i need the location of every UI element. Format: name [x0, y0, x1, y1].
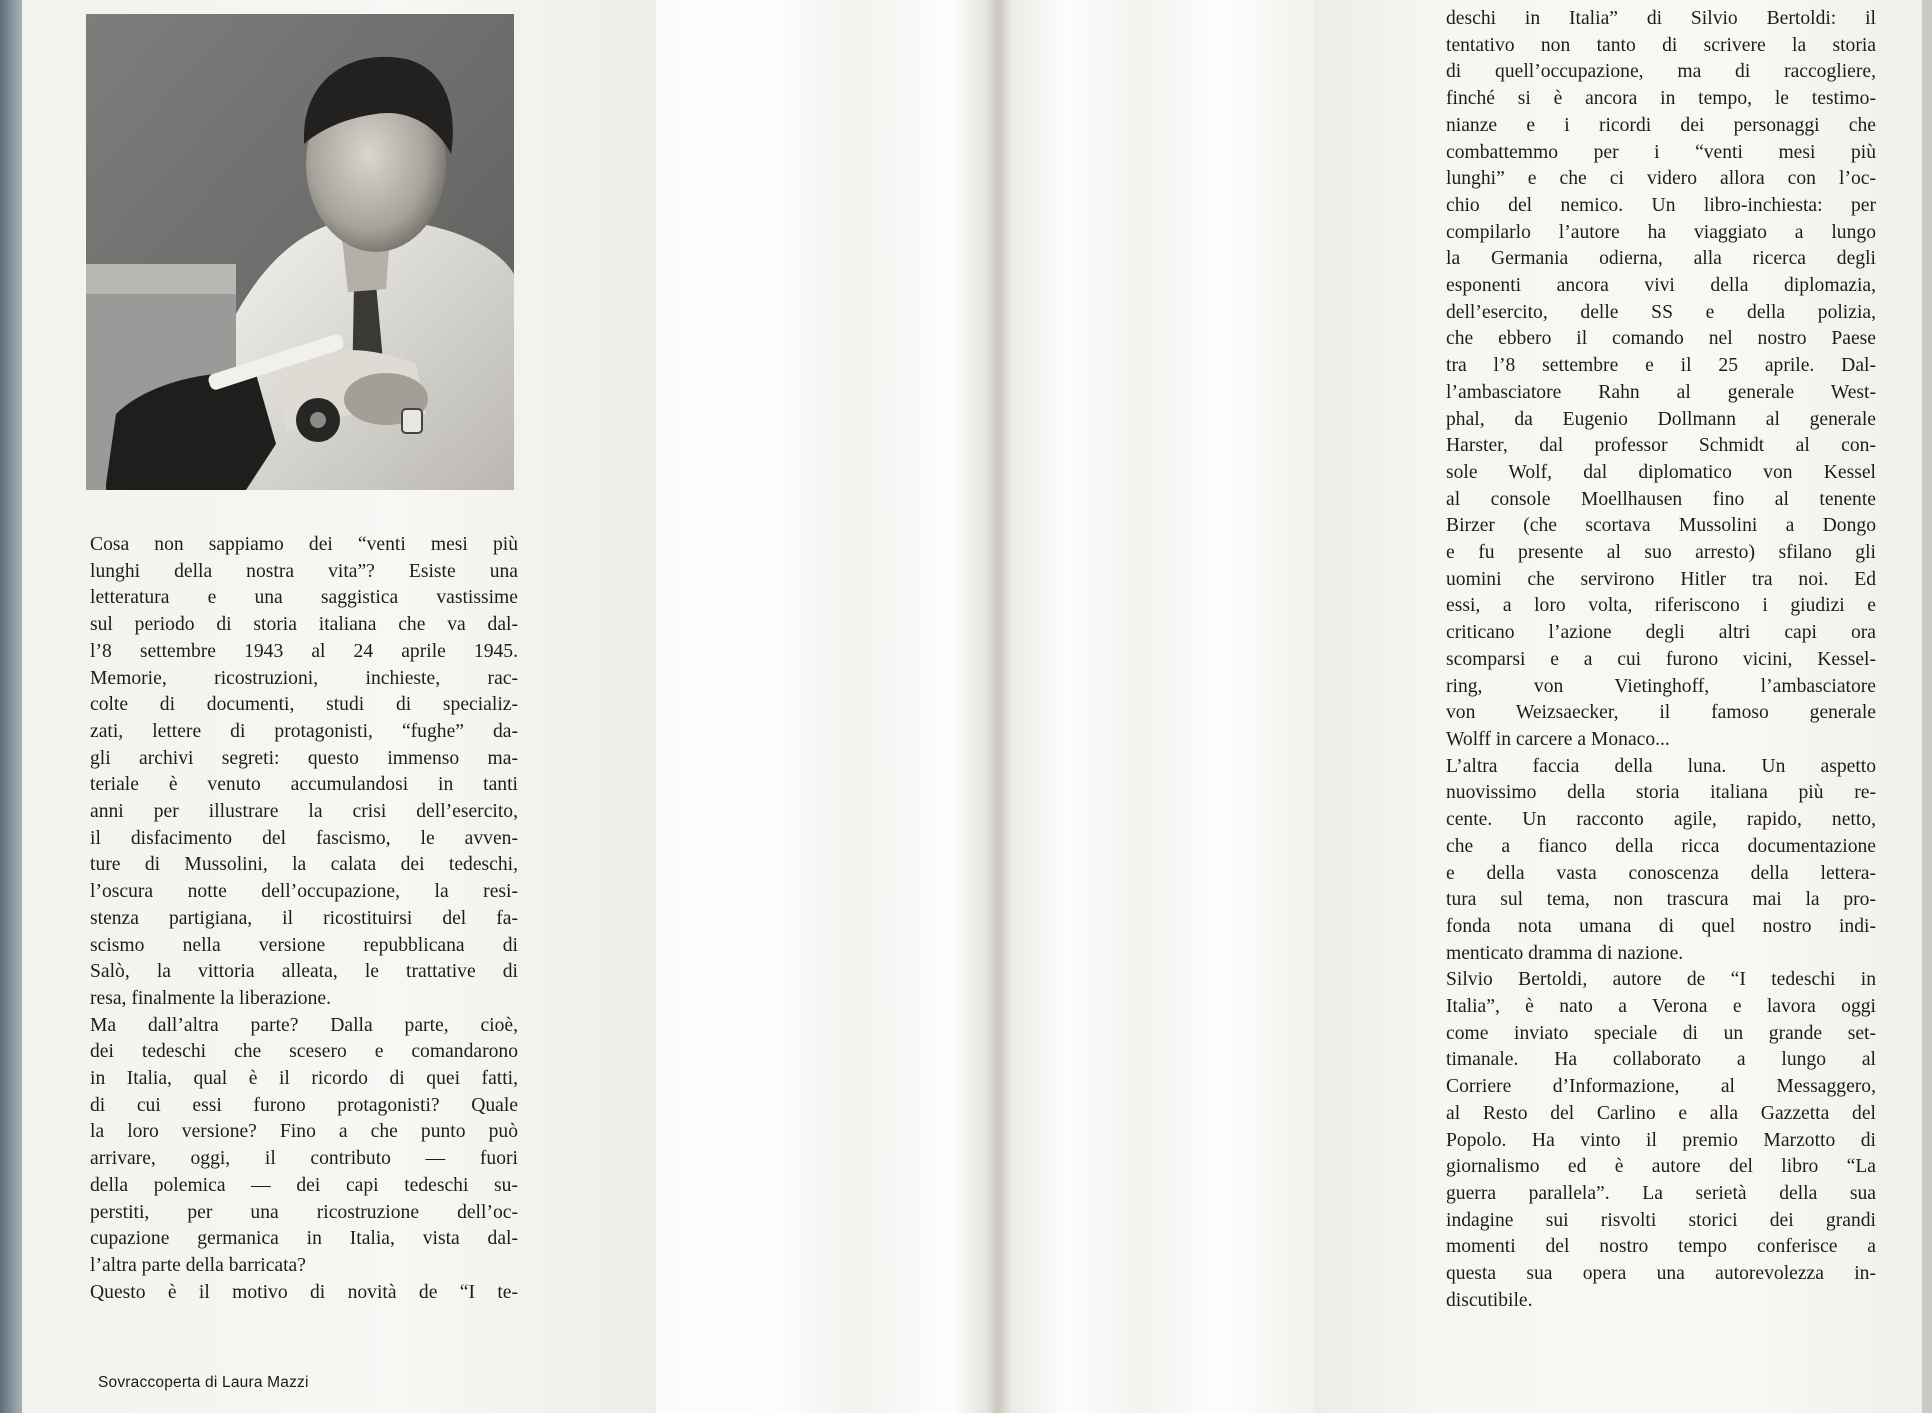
- text-line: chio del nemico. Un libro-inchiesta: per: [1446, 194, 1876, 216]
- text-line: ring, von Vietinghoff, l’ambasciatore: [1446, 675, 1876, 697]
- text-line: esponenti ancora vivi della diplomazia,: [1446, 275, 1876, 297]
- text-line: phal, da Eugenio Dollmann al generale: [1446, 408, 1876, 430]
- left-flap-text: [90, 532, 518, 1306]
- text-line: fonda nota umana di quel nostro indi-: [1446, 915, 1876, 937]
- text-line: anni per illustrare la crisi dell’esercito,: [90, 801, 518, 823]
- text-line: L’altra faccia della luna. Un aspetto: [1446, 755, 1876, 777]
- text-line: uomini che servirono Hitler tra noi. Ed: [1446, 568, 1876, 590]
- text-line: cente. Un racconto agile, rapido, netto,: [1446, 809, 1876, 831]
- text-line: criticano l’azione degli altri capi ora: [1446, 622, 1876, 644]
- text-line: deschi in Italia” di Silvio Bertoldi: il: [1446, 8, 1876, 29]
- author-photo: [86, 14, 514, 490]
- scan-background-edge-right: [1922, 0, 1932, 1413]
- text-line: teriale è venuto accumulandosi in tanti: [90, 774, 518, 796]
- text-line: Cosa non sappiamo dei “venti mesi più: [90, 534, 518, 555]
- text-line: ture di Mussolini, la calata dei tedeschi,: [90, 854, 518, 876]
- text-line: momenti del nostro tempo conferisce a: [1446, 1236, 1876, 1258]
- text-line: Wolff in carcere a Monaco...: [1446, 728, 1670, 750]
- text-line: nuovissimo della storia italiana più re-: [1446, 782, 1876, 804]
- text-line: Salò, la vittoria alleata, le trattative di: [90, 961, 518, 983]
- text-line: di cui essi furono protagonisti? Quale: [90, 1094, 518, 1116]
- text-line: resa, finalmente la liberazione.: [90, 987, 331, 1009]
- text-line: Italia”, è nato a Verona e lavora oggi: [1446, 996, 1876, 1018]
- text-line: e della vasta conoscenza della lettera-: [1446, 862, 1876, 884]
- text-line: Questo è il motivo di novità de “I te-: [90, 1281, 518, 1303]
- folded-spine: [656, 0, 1314, 1413]
- text-line: scismo nella versione repubblicana di: [90, 934, 518, 956]
- text-line: che ebbero il comando nel nostro Paese: [1446, 328, 1876, 350]
- text-line: lunghi” e che ci videro allora con l’oc-: [1446, 168, 1876, 190]
- text-line: colte di documenti, studi di specializ-: [90, 694, 518, 716]
- text-line: di quell’occupazione, ma di raccogliere,: [1446, 61, 1876, 83]
- text-line: giornalismo ed è autore del libro “La: [1446, 1156, 1876, 1178]
- cover-credit: Sovraccoperta di Laura Mazzi: [98, 1374, 309, 1391]
- text-line: menticato dramma di nazione.: [1446, 942, 1684, 964]
- text-line: Popolo. Ha vinto il premio Marzotto di: [1446, 1129, 1876, 1151]
- text-line: tentativo non tanto di scrivere la storia: [1446, 34, 1876, 56]
- text-line: tura sul tema, non trascura mai la pro-: [1446, 889, 1876, 911]
- text-line: l’oscura notte dell’occupazione, la resi-: [90, 881, 518, 903]
- text-line: l’ambasciatore Rahn al generale West-: [1446, 381, 1876, 403]
- text-line: compilarlo l’autore ha viaggiato a lungo: [1446, 221, 1876, 243]
- text-line: l’altra parte della barricata?: [90, 1254, 306, 1276]
- right-flap-text: [1446, 6, 1876, 1314]
- text-line: che a fianco della ricca documentazione: [1446, 835, 1876, 857]
- text-line: gli archivi segreti: questo immenso ma-: [90, 747, 518, 769]
- text-line: combattemmo per i “venti mesi più: [1446, 141, 1876, 163]
- text-line: sole Wolf, dal diplomatico von Kessel: [1446, 461, 1876, 483]
- text-line: il disfacimento del fascismo, le avven-: [90, 827, 518, 849]
- text-line: al console Moellhausen fino al tenente: [1446, 488, 1876, 510]
- text-line: tra l’8 settembre e il 25 aprile. Dal-: [1446, 355, 1876, 377]
- text-line: Harster, dal professor Schmidt al con-: [1446, 435, 1876, 457]
- text-line: la Germania odierna, alla ricerca degli: [1446, 248, 1876, 270]
- text-line: Birzer (che scortava Mussolini a Dongo: [1446, 515, 1876, 537]
- text-line: questa sua opera una autorevolezza in-: [1446, 1263, 1876, 1285]
- text-line: letteratura e una saggistica vastissime: [90, 587, 518, 609]
- text-line: arrivare, oggi, il contributo — fuori: [90, 1148, 518, 1170]
- text-line: al Resto del Carlino e alla Gazzetta del: [1446, 1102, 1876, 1124]
- text-line: perstiti, per una ricostruzione dell’oc-: [90, 1201, 518, 1223]
- text-line: zati, lettere di protagonisti, “fughe” da-: [90, 720, 518, 742]
- text-line: dei tedeschi che scesero e comandarono: [90, 1041, 518, 1063]
- text-line: Silvio Bertoldi, autore de “I tedeschi in: [1446, 969, 1876, 991]
- text-line: guerra parallela”. La serietà della sua: [1446, 1182, 1876, 1204]
- text-line: dell’esercito, delle SS e della polizia,: [1446, 301, 1876, 323]
- text-line: la loro versione? Fino a che punto può: [90, 1121, 518, 1143]
- text-line: timanale. Ha collaborato a lungo al: [1446, 1049, 1876, 1071]
- text-line: sul periodo di storia italiana che va dal-: [90, 614, 518, 636]
- text-line: Memorie, ricostruzioni, inchieste, rac-: [90, 667, 518, 689]
- text-line: lunghi della nostra vita”? Esiste una: [90, 560, 518, 582]
- text-line: in Italia, qual è il ricordo di quei fatti,: [90, 1068, 518, 1090]
- text-line: come inviato speciale di un grande set-: [1446, 1022, 1876, 1044]
- text-line: cupazione germanica in Italia, vista dal-: [90, 1228, 518, 1250]
- text-line: essi, a loro volta, riferiscono i giudizi e: [1446, 595, 1876, 617]
- text-line: finché si è ancora in tempo, le testimo-: [1446, 88, 1876, 110]
- text-line: stenza partigiana, il ricostituirsi del fa-: [90, 907, 518, 929]
- text-line: e fu presente al suo arresto) sfilano gli: [1446, 542, 1876, 564]
- text-line: discutibile.: [1446, 1289, 1533, 1311]
- text-line: Corriere d’Informazione, al Messaggero,: [1446, 1076, 1876, 1098]
- text-line: l’8 settembre 1943 al 24 aprile 1945.: [90, 640, 518, 662]
- text-line: della polemica — dei capi tedeschi su-: [90, 1174, 518, 1196]
- text-line: scomparsi e a cui furono vicini, Kessel-: [1446, 648, 1876, 670]
- text-line: nianze e i ricordi dei personaggi che: [1446, 114, 1876, 136]
- text-line: von Weizsaecker, il famoso generale: [1446, 702, 1876, 724]
- text-line: indagine sui risvolti storici dei grandi: [1446, 1209, 1876, 1231]
- text-line: Ma dall’altra parte? Dalla parte, cioè,: [90, 1014, 518, 1036]
